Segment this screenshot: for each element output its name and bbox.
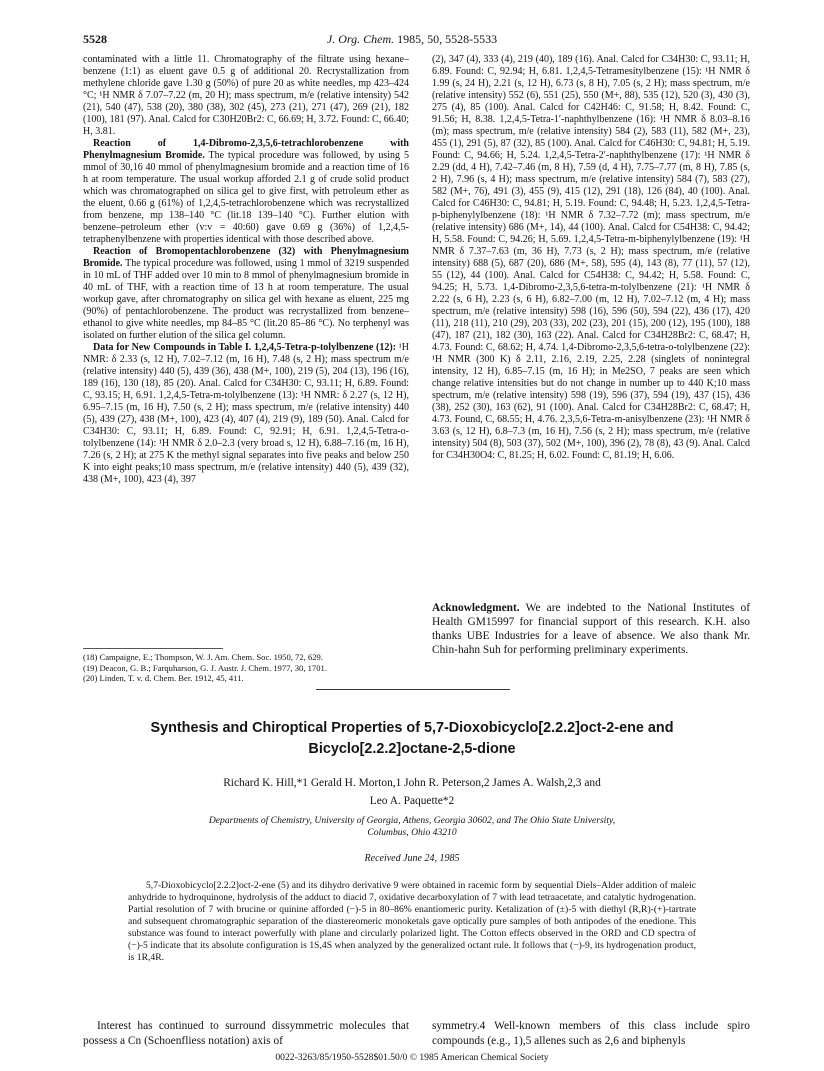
paragraph-text: ¹H NMR: δ 2.33 (s, 12 H), 7.02–7.12 (m, 16 H), 7.48 (s, 2 H); mass spectrum m/e (relative intensity) 440 (5), 439 (36), 438 (M+, 100), 219 (5), 204 (13), 196 (16), 189 (16), 130 (18), 85 (20). Anal. Calcd for C34H30: C, 93.11; H, 6.89. Found: C, 93.15; H, 6.91. 1,2,4,5-Tetra-m-tolylbenzene (13): ¹H NMR: δ 2.27 (s, 12 H), 6.95–7.15 (m, 16 H), 7.50 (s, 2 H); mass spectrum, m/e (relative intensity) 440 (5), 439 (27), 438 (M+, 100), 423 (4), 407 (4), 219 (9), 189 (50). Anal. Calcd for C34H30: C, 93.11; H, 6.89. Found: C, 92.91; H, 6.91. 1,2,4,5-Tetra-o-tolylbenzene (14): ¹H NMR δ 2.0–2.3 (very broad s, 12 H), 6.88–7.16 (m, 16 H), 7.26 (s, 2 H); at 275 K the methyl signal separates into five peaks and below 250 K into eight peaks;10 mass spectrum, m/e (relative intensity) 440 (5), 439 (32), 438 (M+, 100), 423 (4), 397 [83, 342, 409, 485]
footnote-20: (20) Linden, T. v. d. Chem. Ber. 1912, 45, 411. [83, 673, 244, 684]
running-header [0, 32, 824, 47]
paragraph-text: The typical procedure was followed, using 1 mmol of 3219 suspended in 10 mL of THF added over 10 min to 8 mmol of phenylmagnesium bromide in 40 mL of THF, with a reaction time of 13 h at room temperature. The usual workup gave, after chromatography on silica gel with hexane as eluent, 225 mg (90%) of pentachlorobenzene. The product was recrystallized from benzene–ethanol to give white needles, mp 84–85 °C (lit.20 85–86 °C). No terphenyl was isolated on further elution of the silica gel column. [83, 258, 409, 341]
article-affiliation [120, 815, 704, 840]
right-column [432, 54, 750, 462]
copyright-notice: © 1985 American Chemical Society [409, 1052, 549, 1063]
footnote-18: (18) Campaigne, E.; Thompson, W. J. Am. Chem. Soc. 1950, 72, 629. [83, 652, 323, 662]
page-footer [0, 1052, 824, 1063]
article-separator [316, 689, 510, 690]
paragraph-bromopentachloro-reaction [83, 246, 409, 342]
paragraph-compound-20: contaminated with a little 11. Chromatography of the filtrate using hexane–benzene (1:1) as eluent gave 0.5 g of additional 20. Recrystallization from methylene chloride gave 1.30 g (50%) of pure 20 as white needles, mp 423–424 °C; ¹H NMR δ 7.07–7.22 (m, 20 H); mass spectrum, m/e (relative intensity) 542 (21), 540 (47), 538 (20), 380 (38), 302 (45), 273 (21), 271 (47), 269 (21), 182 (100), 181 (97). Anal. Calcd for C30H20Br2: C, 66.69; H, 3.72. Found: C, 66.40; H, 3.81. [83, 54, 409, 137]
intro-text-left: Interest has continued to surround dissymmetric molecules that possess a Cn (Schoenfliess notation) axis of [83, 1020, 409, 1047]
section-heading: Data for New Compounds in Table I. 1,2,4,5-Tetra-p-tolylbenzene (12): [93, 342, 397, 353]
authors-line: Leo A. Paquette*2 [369, 794, 455, 807]
article-authors [140, 775, 684, 810]
section-heading: Reaction of 1,4-Dibromo-2,3,5,6-tetrachlorobenzene with Phenylmagnesium Bromide. [83, 138, 409, 161]
acknowledgment-heading: Acknowledgment. [432, 602, 520, 614]
intro-text-right: symmetry.4 Well-known members of this class include spiro compounds (e.g., 1),5 allenes such as 2,6 and biphenyls [432, 1020, 750, 1047]
paragraph-text: The typical procedure was followed, by using 5 mmol of 30,16 40 mmol of phenylmagnesium bromide and a reaction time of 16 h at room temperature. The usual workup afforded 2.1 g of crude solid product which was chromatographed on silica gel to give first, with petroleum ether as the eluent, 0.66 g (61%) of 1,2,4,5-tetrachlorobenzene which was recrystallized from benzene, mp 138–140 °C (lit.18 139–140 °C). Further elution with benzene–petroleum ether (v:v = 40:60) gave 0.69 g (36%) of 1,2,4,5-tetraphenylbenzene with properties identical with those described above. [83, 150, 409, 245]
page-number: 5528 [83, 32, 107, 46]
section-heading: Reaction of Bromopentachlorobenzene (32) with Phenylmagnesium Bromide. [83, 246, 409, 269]
authors-line: Richard K. Hill,*1 Gerald H. Morton,1 John R. Peterson,2 James A. Walsh,2,3 and [223, 777, 601, 789]
left-column [83, 54, 409, 486]
received-date: Received June 24, 1985 [364, 853, 460, 864]
footnotes [83, 652, 409, 684]
paragraph-new-compounds [83, 342, 409, 486]
footnote-19: (19) Deacon, G. B.; Farquharson, G. J. Austr. J. Chem. 1977, 30, 1701. [83, 662, 327, 673]
article-title [90, 718, 734, 760]
affiliation-line: Columbus, Ohio 43210 [367, 827, 457, 839]
footnote-divider [83, 648, 223, 649]
abstract: 5,7-Dioxobicyclo[2.2.2]oct-2-ene (5) and its dihydro derivative 9 were obtained in racemic form by sequential Diels–Alder addition of maleic anhydride to hydroquinone, hydrolysis of the adduct to diacid 7, oxidative decarboxylation of 7 with lead tetraacetate, and catalytic hydrogenation. Partial resolution of 7 with brucine or quinine afforded (−)-5 in 80–86% enantiomeric purity. Ketalization of (±)-5 with diethyl (R,R)-(+)-tartrate and subsequent chromatographic separation of the diastereomeric monoketals gave optically pure samples of both antipodes of the enedione. This substance was found to interact powerfully with plane and circularly polarized light. The Cotton effects observed in the ORD and CD spectra of (−)-5 indicate that its absolute configuration is 1S,4S when analyzed by the generalized octant rule. It follows that (−)-9, its hydrogenation product, is 1R,4R. [128, 880, 696, 964]
affiliation-line: Departments of Chemistry, University of Georgia, Athens, Georgia 30602, and The Ohio State University, [208, 815, 616, 826]
journal-name: J. Org. Chem. [326, 32, 395, 46]
paragraph-dibromo-reaction [83, 138, 409, 246]
article-code: 0022-3263/85/1950-5528$01.50/0 [275, 1052, 408, 1063]
acknowledgment [432, 602, 750, 658]
acknowledgment-text: We are indebted to the National Institutes of Health GM15997 for financial support of this research. K.H. also thanks UBE Industries for a leave of absence. We also thank Mr. Chin-hahn Suh for performing preliminary experiments. [432, 602, 750, 656]
journal-volume-year: 1985, 50, 5528-5533 [397, 32, 498, 46]
article-title-line: Bicyclo[2.2.2]octane-2,5-dione [308, 740, 516, 757]
paragraph-compound-data-continued: (2), 347 (4), 333 (4), 219 (40), 189 (16). Anal. Calcd for C34H30: C, 93.11; H, 6.89. Found: C, 92.94; H, 6.81. 1,2,4,5-Tetramesitylbenzene (15): ¹H NMR δ 1.99 (s, 24 H), 2.21 (s, 12 H), 6.73 (s, 8 H), 7.05 (s, 2 H); mass spectrum, m/e (relative intensity) 552 (6), 551 (25), 550 (M+, 88), 535 (12), 520 (3), 430 (3), 275 (4), 85 (100). Anal. Calcd for C42H46: C, 91.58; H, 8.42. Found: C, 91.56; H, 8.38. 1,2,4,5-Tetra-1′-naphthylbenzene (16): ¹H NMR δ 8.03–8.16 (m); mass spectrum, m/e (relative intensity) 584 (2), 583 (11), 582 (M+, 23), 455 (1), 291 (5), 87 (32), 85 (100). Anal. Calcd for C46H30: C, 94.81; H, 5.19. Found: C, 94.66; H, 5.24. 1,2,4,5-Tetra-2′-naphthylbenzene (17): ¹H NMR δ 2.29 (dd, 4 H), 7.42–7.46 (m, 8 H), 7.59 (d, 4 H), 7.75–7.77 (m, 8 H), 7.85 (s, 2 H), 7.96 (s, 4 H); mass spectrum, m/e (relative intensity) 584 (7), 583 (27), 582 (M+, 76), 491 (3), 455 (9), 415 (12), 291 (18), 126 (84), 40 (100). Anal. Calcd for C46H30: C, 94.81; H, 5.19. Found: C, 94.48; H, 5.23. 1,2,4,5-Tetra-p-biphenylylbenzene (18): ¹H NMR δ 7.32–7.72 (m); mass spectrum, m/e (relative intensity) 686 (M+, 14), 44 (100). Anal. Calcd for C54H38: C, 94.42; H, 5.58. Found: C, 94.26; H, 5.69. 1,2,4,5-Tetra-m-biphenylylbenzene (19): ¹H NMR δ 7.37–7.63 (m, 36 H), 7.73 (s, 2 H); mass spectrum, m/e (relative intensity) 688 (5), 687 (20), 686 (M+, 58), 595 (4), 143 (8), 77 (11), 57 (12), 55 (12), 44 (100). Anal. Calcd for C54H38: C, 94.42; H, 5.58. Found: C, 94.25; H, 5.73. 1,4-Dibromo-2,3,5,6-tetra-m-tolylbenzene (21): ¹H NMR δ 2.22 (s, 6 H), 2.23 (s, 6 H), 6.82–7.00 (m, 12 H), 7.02–7.12 (m, 4 H); mass spectrum, m/e (relative intensity) 598 (16), 596 (50), 594 (22), 436 (17), 420 (11), 218 (11), 210 (29), 203 (33), 202 (23), 201 (15), 200 (12), 195 (100), 188 (47), 187 (21), 182 (30), 163 (22). Anal. Calcd for C34H28Br2: C, 68.47; H, 4.73. Found: C, 68.62; H, 4.74. 1,4-Dibromo-2,3,5,6-tetra-o-tolylbenzene (22): ¹H NMR (300 K) δ 2.11, 2.16, 2.19, 2.25, 2.28 (singlets of nonintegral intensity, 12 H), 6.85–7.15 (m, 16 H); in Me2SO, 7 peaks are seen which change relative intensities but do not change in number up to 440 K;10 mass spectrum, m/e (relative intensity) 598 (19), 596 (37), 594 (19), 437 (15), 436 (38), 252 (30), 163 (62), 91 (100). Anal. Calcd for C34H28Br2: C, 68.47; H, 4.73. Found, C, 68.55; H, 4.76. 2,3,5,6-Tetra-m-anisylbenzene (23): ¹H NMR δ 3.63 (s, 12 H), 6.8–7.3 (m, 16 H), 7.56 (s, 2 H); mass spectrum, m/e (relative intensity) 504 (8), 503 (37), 502 (M+, 100), 396 (2), 78 (8), 43 (9). Anal. Calcd for C34H30O4: C, 81.25; H, 6.02. Found: C, 81.19; H, 6.06. [432, 54, 750, 461]
article-title-line: Synthesis and Chiroptical Properties of 5,7-Dioxobicyclo[2.2.2]oct-2-ene and [150, 720, 674, 736]
